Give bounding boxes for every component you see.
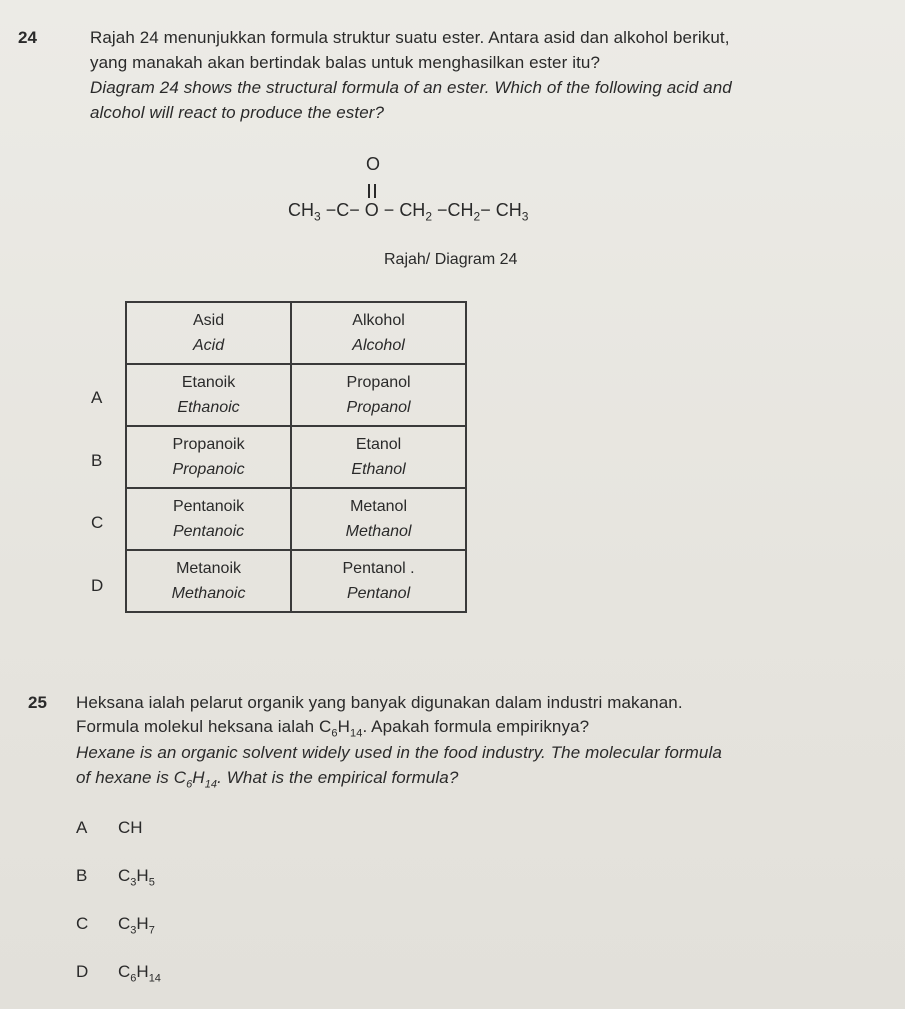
ester-chain: $CH_3 -C- O - CH_2 -CH_2- CH_3$ [288, 200, 529, 224]
q25-english-line-1: Hexane is an organic solvent widely used in the food industry. The molecular formula [76, 743, 722, 762]
acid-cell: Metanoik Methanoic [126, 550, 291, 612]
header-acid: Asid Acid [126, 302, 291, 364]
q24-malay-line-1: Rajah 24 menunjukkan formula struktur suatu ester. Antara asid dan alkohol berikut, [90, 28, 730, 47]
alcohol-cell: Pentanol . Pentanol [291, 550, 466, 612]
table-row [126, 550, 466, 612]
ch3-group-left: $CH_3$ [288, 200, 321, 224]
q25-option-a: A CH [76, 818, 143, 837]
q24-malay-line-2: yang manakah akan bertindak balas untuk menghasilkan ester itu? [90, 53, 601, 72]
table-row [126, 488, 466, 550]
acid-alcohol-table [125, 301, 467, 613]
q25-malay-line-1: Heksana ialah pelarut organik yang banyak digunakan dalam industri makanan. [76, 693, 683, 712]
alcohol-cell: Metanol Methanol [291, 488, 466, 550]
q25-option-c: C $C_3H_7$ [76, 914, 155, 937]
option-letter-d: D [91, 576, 104, 595]
carbonyl-carbon: C [336, 200, 350, 220]
acid-cell: Propanoik Propanoic [126, 426, 291, 488]
question-25-number: 25 [28, 693, 47, 712]
ch2-group-2: $CH_2$ [447, 200, 481, 224]
q25-option-d: D $C_6H_{14}$ [76, 962, 161, 985]
q24-english-line-1: Diagram 24 shows the structural formula of an ester. Which of the following acid and [90, 78, 732, 97]
ch3-group-right: $CH_3$ [495, 200, 529, 224]
q25-english-line-2: of hexane is $C_6H_{14}$. What is the empirical formula? [76, 768, 459, 791]
table-header-row [126, 302, 466, 364]
diagram-caption: Rajah/ Diagram 24 [384, 251, 518, 268]
question-24-number: 24 [18, 28, 37, 47]
acid-cell: Pentanoik Pentanoic [126, 488, 291, 550]
ch2-group-1: $CH_2$ [399, 200, 432, 224]
header-alcohol: Alkohol Alcohol [291, 302, 466, 364]
ester-structural-formula [258, 150, 678, 240]
table-row [126, 426, 466, 488]
option-letter-c: C [91, 513, 104, 532]
q25-malay-line-2: Formula molekul heksana ialah $C_6H_{14}$. Apakah formula empiriknya? [76, 717, 590, 740]
q24-english-line-2: alcohol will react to produce the ester? [90, 103, 385, 122]
table-row [126, 364, 466, 426]
option-letter-b: B [91, 451, 103, 470]
carbonyl-oxygen: O [366, 154, 381, 174]
ester-oxygen: O [364, 200, 379, 220]
acid-cell: Etanoik Ethanoic [126, 364, 291, 426]
alcohol-cell: Propanol Propanol [291, 364, 466, 426]
q25-option-b: B $C_3H_5$ [76, 866, 155, 889]
alcohol-cell: Etanol Ethanol [291, 426, 466, 488]
double-bond [368, 184, 376, 198]
option-letter-a: A [91, 388, 103, 407]
